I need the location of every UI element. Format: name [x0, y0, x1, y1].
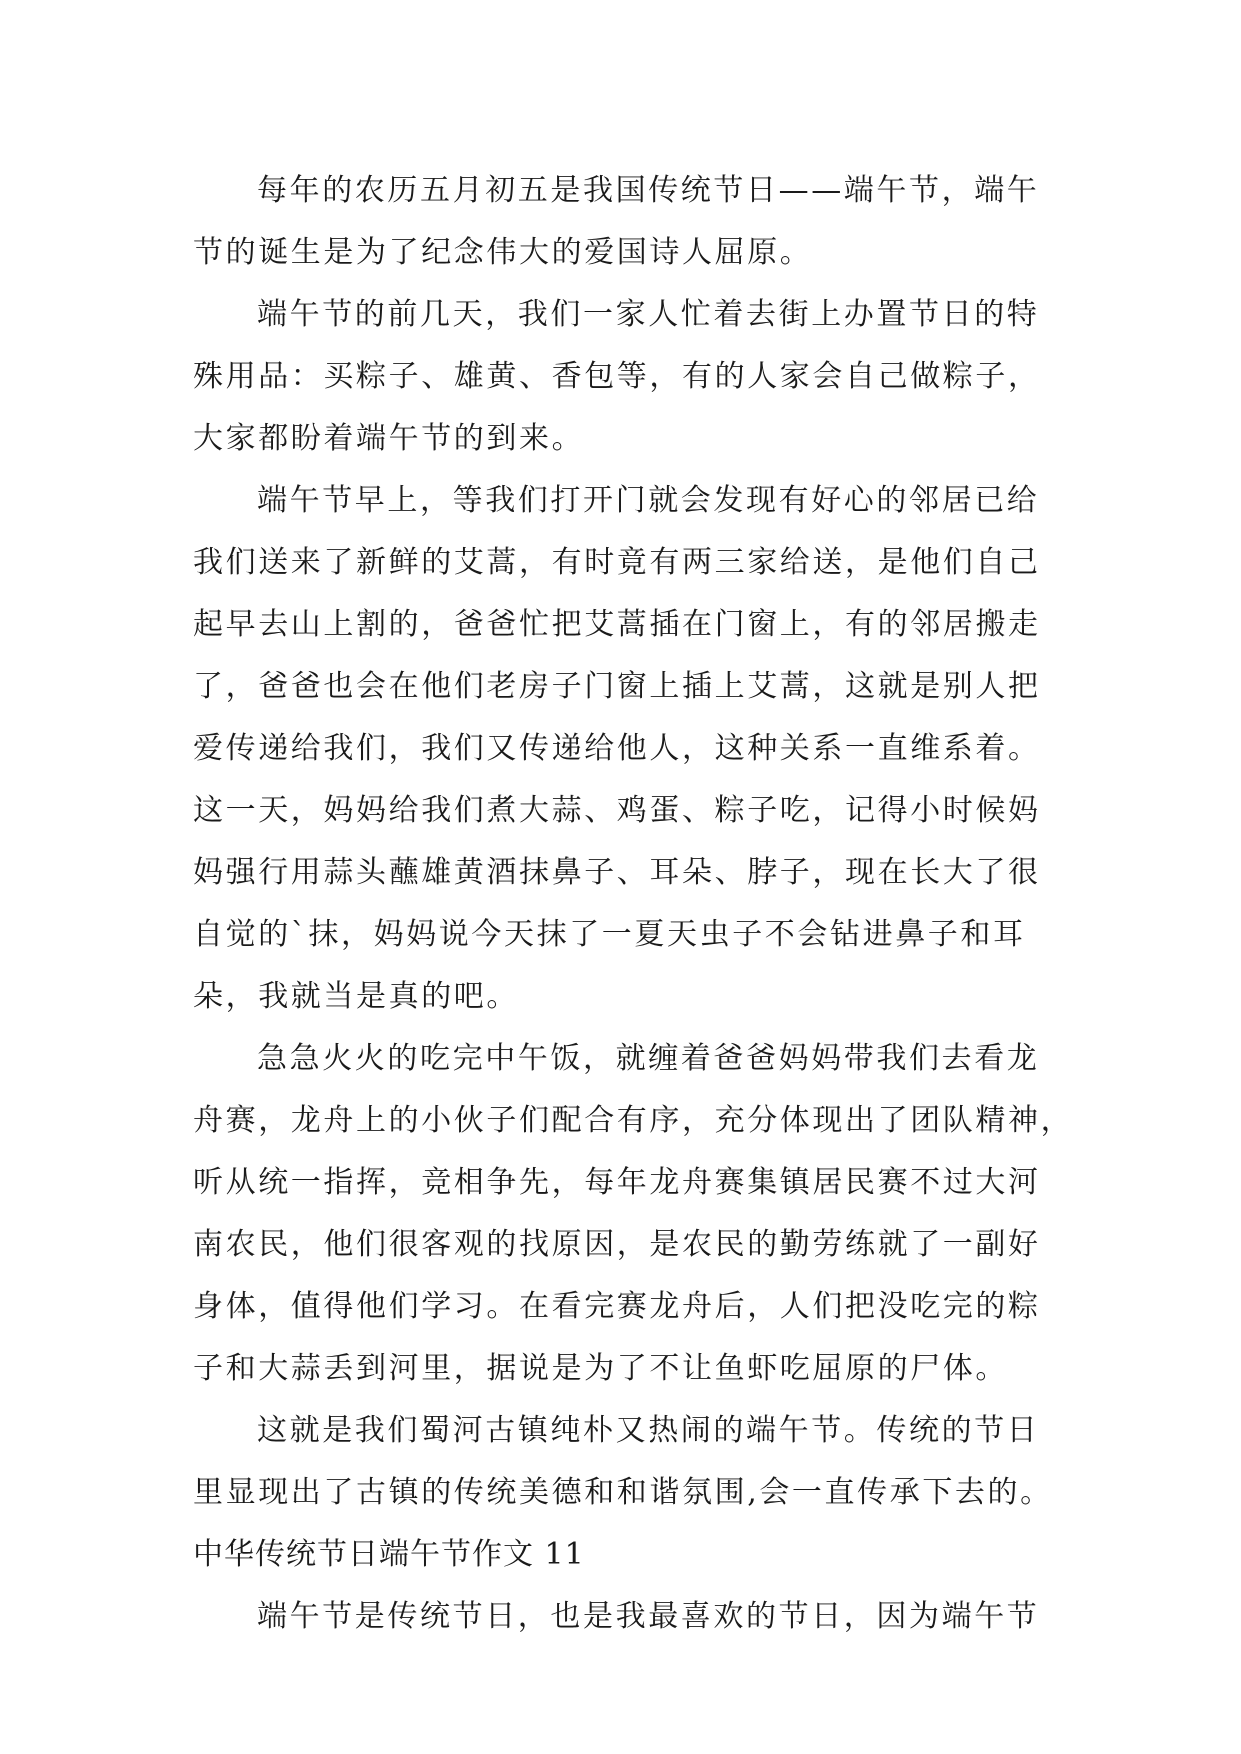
text-line: 端午节早上，等我们打开门就会发现有好心的邻居已给 [257, 483, 1040, 518]
text-line: 我们送来了新鲜的艾蒿，有时竟有两三家给送，是他们自己 [193, 545, 1041, 580]
text-line: 子和大蒜丢到河里，据说是为了不让鱼虾吃屈原的尸体。 [193, 1351, 1008, 1386]
text-line: 大家都盼着端午节的到来。 [193, 421, 585, 456]
paragraph [193, 470, 1053, 1028]
text-line: 爱传递给我们，我们又传递给他人，这种关系一直维系着。 [193, 731, 1041, 766]
document-page [193, 160, 1074, 1648]
text-line: 自觉的`抹，妈妈说今天抹了一夏天虫子不会钻进鼻子和耳 [193, 917, 1026, 952]
text-line: 朵，我就当是真的吧。 [193, 979, 519, 1014]
text-line: 里显现出了古镇的传统美德和和谐氛围,会一直传承下去的。 [193, 1475, 1053, 1510]
text-line: 急急火火的吃完中午饭，就缠着爸爸妈妈带我们去看龙 [257, 1041, 1040, 1076]
text-line: 起早去山上割的，爸爸忙把艾蒿插在门窗上，有的邻居搬走 [193, 607, 1041, 642]
text-line: 舟赛，龙舟上的小伙子们配合有序，充分体现出了团队精神， [193, 1103, 1074, 1138]
text-line: 节的诞生是为了纪念伟大的爱国诗人屈原。 [193, 235, 813, 270]
text-line: 每年的农历五月初五是我国传统节日——端午节，端午 [257, 173, 1040, 208]
text-line: 端午节的前几天，我们一家人忙着去街上办置节日的特 [257, 297, 1040, 332]
text-line: 听从统一指挥，竞相争先，每年龙舟赛集镇居民赛不过大河 [193, 1165, 1041, 1200]
paragraph [193, 284, 1053, 470]
paragraph [193, 1586, 1053, 1648]
text-line: 了，爸爸也会在他们老房子门窗上插上艾蒿，这就是别人把 [193, 669, 1041, 704]
text-line: 妈强行用蒜头蘸雄黄酒抹鼻子、耳朵、脖子，现在长大了很 [193, 855, 1041, 890]
text-line: 身体，值得他们学习。在看完赛龙舟后，人们把没吃完的粽 [193, 1289, 1041, 1324]
text-line: 端午节是传统节日，也是我最喜欢的节日，因为端午节 [257, 1599, 1040, 1634]
heading-text: 中华传统节日端午节作文 11 [193, 1537, 585, 1572]
text-line: 殊用品：买粽子、雄黄、香包等，有的人家会自己做粽子， [193, 359, 1041, 394]
paragraph [193, 1400, 1053, 1524]
section-heading [193, 1524, 1053, 1586]
text-line: 这就是我们蜀河古镇纯朴又热闹的端午节。传统的节日 [257, 1413, 1040, 1448]
paragraph [193, 1028, 1074, 1400]
paragraph [193, 160, 1053, 284]
text-line: 南农民，他们很客观的找原因，是农民的勤劳练就了一副好 [193, 1227, 1041, 1262]
text-line: 这一天，妈妈给我们煮大蒜、鸡蛋、粽子吃，记得小时候妈 [193, 793, 1041, 828]
